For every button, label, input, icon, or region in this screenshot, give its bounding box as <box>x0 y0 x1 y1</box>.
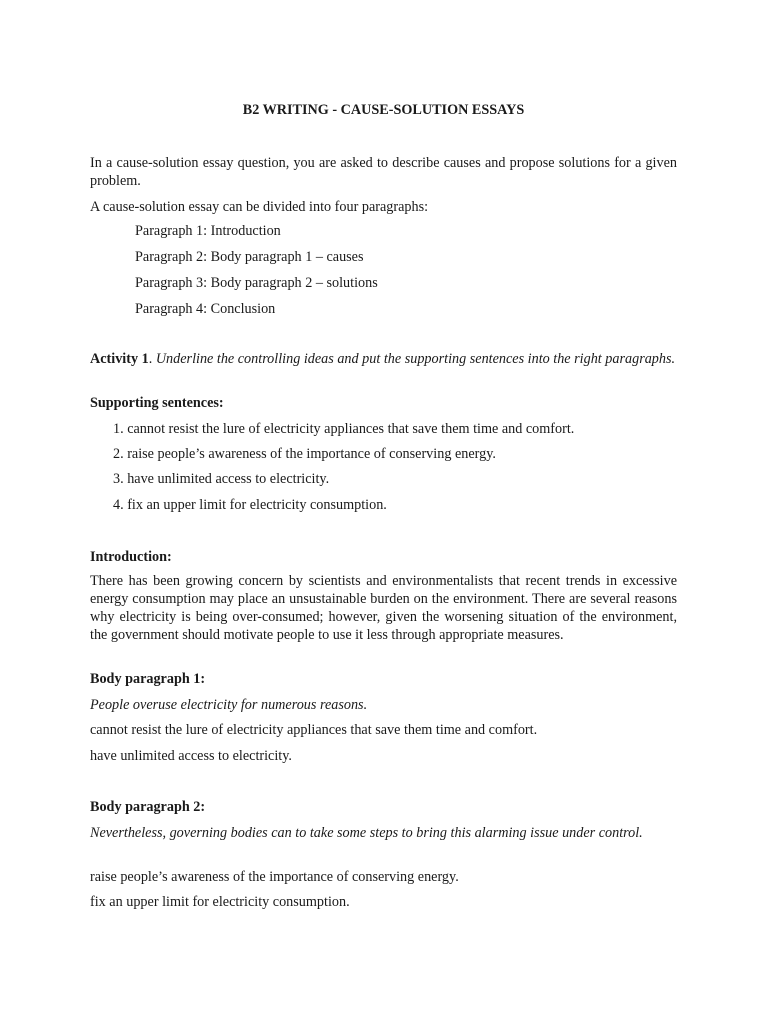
supporting-sentence: 4. fix an upper limit for electricity consumption. <box>113 497 387 513</box>
supporting-sentence: 2. raise people’s awareness of the importance of conserving energy. <box>113 446 496 462</box>
activity-instruction <box>90 350 677 368</box>
body2-heading: Body paragraph 2: <box>90 799 206 815</box>
body1-line: cannot resist the lure of electricity appliances that save them time and comfort. <box>90 722 538 738</box>
supporting-sentence: 3. have unlimited access to electricity. <box>113 471 330 487</box>
introduction-text: There has been growing concern by scientists and environmentalists that recent trends in excessive energy consumption may place an unsustainable burden on the environment. There are several reasons why electricity is being over-consumed; however, given the worsening situation of the environment, the government should motivate people to use it less through appropriate measures. <box>90 573 677 643</box>
body2-topic: Nevertheless, governing bodies can to take some steps to bring this alarming issue under control. <box>90 825 643 841</box>
intro-paragraph: In a cause-solution essay question, you are asked to describe causes and propose solutions for a given problem. <box>90 155 677 189</box>
document-title: B2 WRITING - CAUSE-SOLUTION ESSAYS <box>242 102 525 118</box>
paragraph-list-item: Paragraph 3: Body paragraph 2 – solutions <box>135 275 378 291</box>
body2-line: raise people’s awareness of the importance of conserving energy. <box>90 869 459 885</box>
activity-label: Activity 1 <box>90 351 149 367</box>
body1-line: have unlimited access to electricity. <box>90 748 292 764</box>
supporting-sentence: 1. cannot resist the lure of electricity appliances that save them time and comfort. <box>113 421 575 437</box>
introduction-heading: Introduction: <box>90 549 172 565</box>
paragraph-list-item: Paragraph 2: Body paragraph 1 – causes <box>135 249 364 265</box>
activity-separator: . <box>148 351 156 367</box>
activity-text: Underline the controlling ideas and put the supporting sentences into the right paragraphs. <box>155 351 676 367</box>
paragraph-list-item: Paragraph 4: Conclusion <box>135 301 276 317</box>
division-line: A cause-solution essay can be divided into four paragraphs: <box>90 199 429 215</box>
body2-line: fix an upper limit for electricity consumption. <box>90 894 350 910</box>
paragraph-list-item: Paragraph 1: Introduction <box>135 223 281 239</box>
supporting-heading: Supporting sentences: <box>90 395 224 411</box>
body1-topic: People overuse electricity for numerous reasons. <box>90 697 368 713</box>
body1-heading: Body paragraph 1: <box>90 671 206 687</box>
